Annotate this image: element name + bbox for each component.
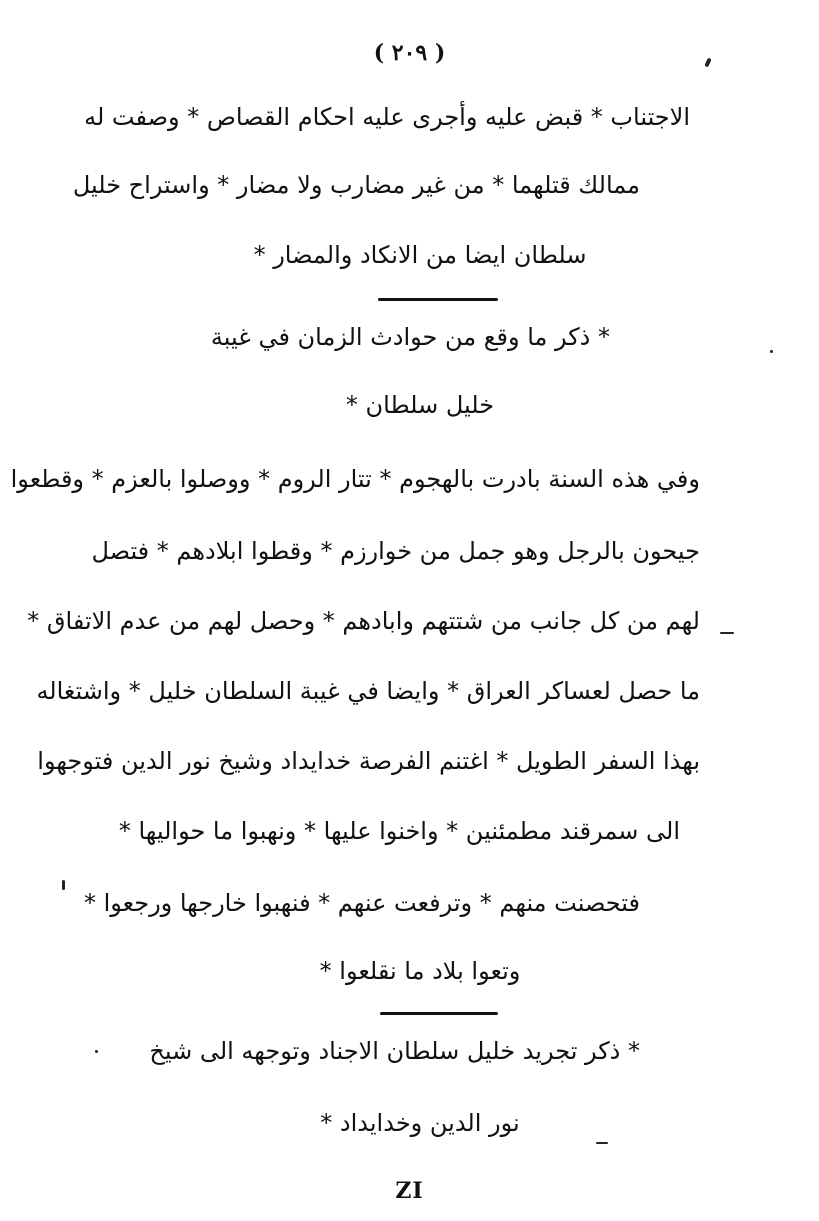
section-heading-1-cont xyxy=(300,388,540,422)
paragraph-1-end xyxy=(220,238,620,272)
text-line: الى سمرقند مطمئنين * واخنوا عليها * ونهبوا ما حواليها * xyxy=(118,817,680,845)
paragraph-1-cont xyxy=(72,168,640,202)
text-line: بهذا السفر الطويل * اغتنم الفرصة خدايداد وشيخ نور الدين فتوجهوا xyxy=(37,747,700,775)
page-number: ( ٢٠٩ ) xyxy=(373,40,446,66)
text-line: جيحون بالرجل وهو جمل من خوارزم * وقطوا ابلادهم * فتصل xyxy=(91,537,700,565)
paragraph-2-line-6 xyxy=(118,814,680,848)
print-speck xyxy=(596,1142,608,1144)
section-heading-2-cont xyxy=(260,1106,580,1140)
heading-line: نور الدين وخدايداد * xyxy=(320,1109,520,1137)
heading-line: خليل سلطان * xyxy=(345,391,495,419)
paragraph-2-line-8 xyxy=(260,954,580,988)
paragraph-2-line-7 xyxy=(83,886,640,920)
paragraph-2-line-2 xyxy=(91,534,700,568)
print-speck xyxy=(62,880,65,890)
paragraph-1 xyxy=(84,100,690,134)
print-speck xyxy=(770,350,773,353)
paragraph-2-line-3 xyxy=(27,604,700,638)
text-line: الاجتناب * قبض عليه وأجرى عليه احكام القصاص * وصفت له xyxy=(84,103,690,131)
print-speck xyxy=(95,1050,98,1053)
heading-line: * ذكر تجريد خليل سلطان الاجناد وتوجهه الى شيخ xyxy=(149,1037,640,1065)
paragraph-2-line-5 xyxy=(37,744,700,778)
signature-mark: ZI xyxy=(395,1178,424,1204)
section-heading-2 xyxy=(149,1034,640,1068)
heading-overline xyxy=(378,298,498,301)
paragraph-2-line-1 xyxy=(10,462,700,496)
text-line: وفي هذه السنة بادرت بالهجوم * تتار الروم * ووصلوا بالعزم * وقطعوا xyxy=(10,465,700,493)
print-speck xyxy=(720,632,734,634)
heading-overline xyxy=(380,1012,498,1015)
text-line: وتعوا بلاد ما نقلعوا * xyxy=(319,957,521,985)
heading-line: * ذكر ما وقع من حوادث الزمان في غيبة xyxy=(210,323,610,351)
paragraph-2-line-4 xyxy=(36,674,700,708)
text-line: فتحصنت منهم * وترفعت عنهم * فنهبوا خارجها ورجعوا * xyxy=(83,889,640,917)
text-line: ممالك قتلهما * من غير مضارب ولا مضار * واستراح خليل xyxy=(72,171,640,199)
section-heading-1 xyxy=(210,320,610,354)
text-line: لهم من كل جانب من شتتهم وابادهم * وحصل لهم من عدم الاتفاق * xyxy=(27,607,700,635)
text-line: ما حصل لعساكر العراق * وايضا في غيبة السلطان خليل * واشتغاله xyxy=(36,677,700,705)
text-line: سلطان ايضا من الانكاد والمضار * xyxy=(253,241,587,269)
